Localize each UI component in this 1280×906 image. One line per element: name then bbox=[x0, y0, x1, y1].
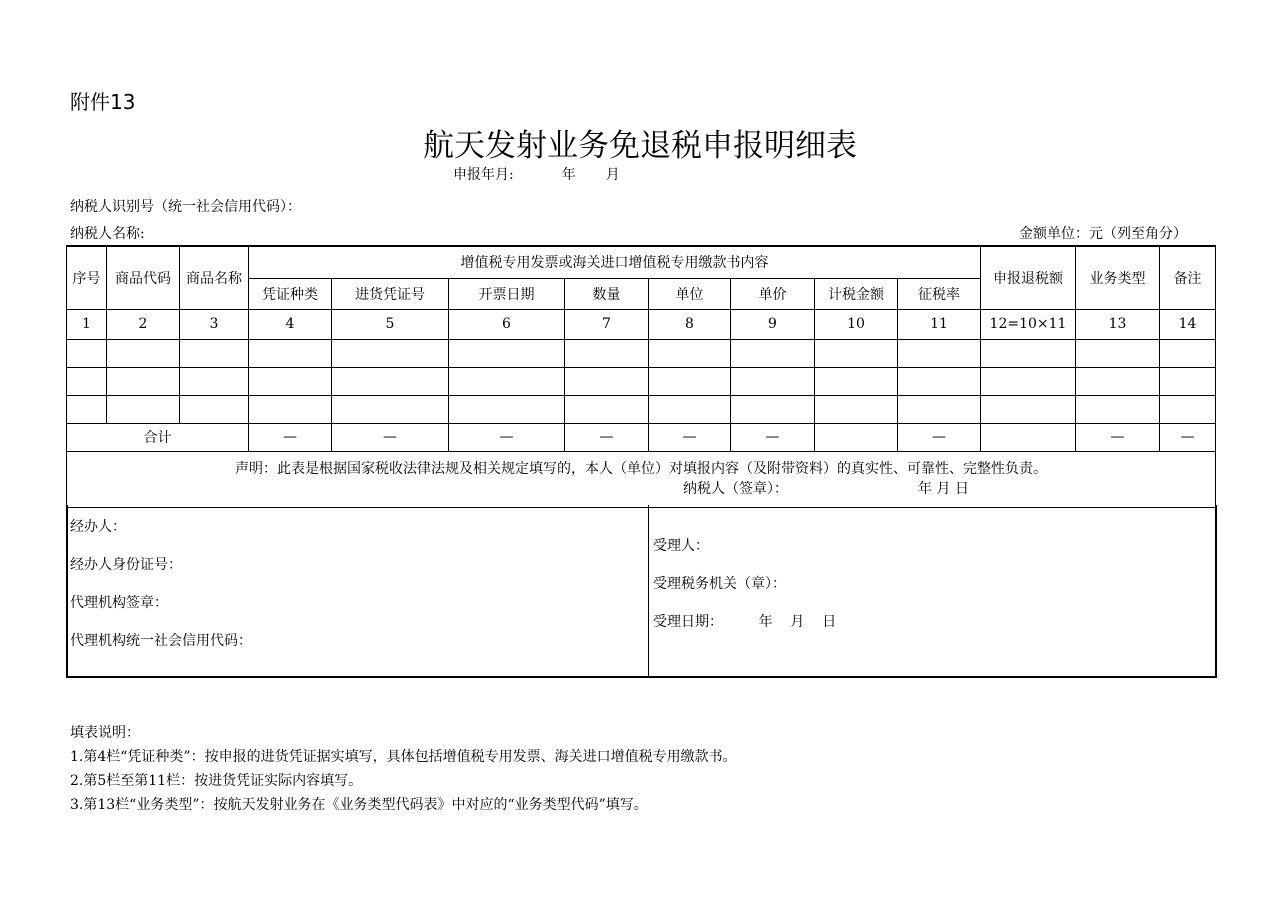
handler-label: 经办人： bbox=[70, 519, 126, 535]
header-invoice-group: 增值税专用发票或海关进口增值税专用缴款书内容 bbox=[249, 246, 981, 278]
period-month: 月 bbox=[605, 167, 620, 183]
signature-section bbox=[66, 505, 1217, 678]
handler-id-label: 经办人身份证号： bbox=[70, 557, 182, 573]
attachment-label: 附件13 bbox=[70, 90, 136, 114]
col-number: 3 bbox=[180, 309, 249, 339]
declaration-period bbox=[453, 164, 620, 184]
receiver-label: 受理人： bbox=[653, 538, 709, 554]
table-row bbox=[67, 395, 1216, 423]
header-unit: 单位 bbox=[649, 278, 731, 309]
header-quantity: 数量 bbox=[565, 278, 649, 309]
total-cell: — bbox=[565, 423, 649, 451]
detail-table bbox=[66, 245, 1216, 508]
col-number: 10 bbox=[815, 309, 898, 339]
agency-credit-code-label: 代理机构统一社会信用代码： bbox=[70, 633, 252, 649]
note-item: 2.第5栏至第11栏：按进货凭证实际内容填写。 bbox=[70, 773, 363, 789]
agency-seal-label: 代理机构签章： bbox=[70, 595, 168, 611]
header-invoice-date: 开票日期 bbox=[449, 278, 565, 309]
total-row bbox=[67, 423, 1216, 451]
section-divider bbox=[648, 505, 649, 677]
header-business-type: 业务类型 bbox=[1076, 246, 1160, 309]
period-label: 申报年月: bbox=[453, 167, 514, 183]
header-goods-code: 商品代码 bbox=[107, 246, 180, 309]
receive-date-label: 受理日期： 年 月 日 bbox=[653, 614, 837, 630]
header-goods-name: 商品名称 bbox=[180, 246, 249, 309]
header-voucher-no: 进货凭证号 bbox=[332, 278, 449, 309]
col-number: 2 bbox=[107, 309, 180, 339]
header-refund-amount: 申报退税额 bbox=[981, 246, 1076, 309]
page-title: 航天发射业务免退税申报明细表 bbox=[423, 128, 857, 164]
total-cell: — bbox=[898, 423, 981, 451]
total-cell: — bbox=[249, 423, 332, 451]
note-item: 3.第13栏“业务类型”：按航天发射业务在《业务类型代码表》中对应的“业务类型代码”填写。 bbox=[70, 797, 648, 813]
col-number: 9 bbox=[731, 309, 815, 339]
signer-label: 纳税人（签章）： bbox=[683, 481, 789, 497]
taxpayer-id-label: 纳税人识别号（统一社会信用代码）： bbox=[70, 199, 301, 215]
total-cell: — bbox=[1160, 423, 1216, 451]
header-remark: 备注 bbox=[1160, 246, 1216, 309]
col-number: 8 bbox=[649, 309, 731, 339]
col-number: 5 bbox=[332, 309, 449, 339]
total-cell: — bbox=[332, 423, 449, 451]
table-row bbox=[67, 339, 1216, 367]
total-cell bbox=[815, 423, 898, 451]
column-number-row bbox=[67, 309, 1216, 339]
total-cell: — bbox=[649, 423, 731, 451]
total-cell: — bbox=[731, 423, 815, 451]
col-number: 1 bbox=[67, 309, 107, 339]
col-number: 14 bbox=[1160, 309, 1216, 339]
table-row bbox=[67, 367, 1216, 395]
header-seq: 序号 bbox=[67, 246, 107, 309]
header-tax-rate: 征税率 bbox=[898, 278, 981, 309]
header-unit-price: 单价 bbox=[731, 278, 815, 309]
total-label: 合计 bbox=[67, 423, 249, 451]
amount-unit-note: 金额单位：元（列至角分） bbox=[1019, 226, 1187, 242]
notes-heading: 填表说明： bbox=[70, 725, 140, 741]
tax-authority-label: 受理税务机关（章）： bbox=[653, 576, 786, 592]
signer-date: 年 月 日 bbox=[918, 481, 969, 497]
taxpayer-name-label: 纳税人名称: bbox=[70, 226, 145, 242]
declaration-text: 声明：此表是根据国家税收法律法规及相关规定填写的，本人（单位）对填报内容（及附带资料）的真实性、可靠性、完整性负责。 bbox=[235, 461, 1047, 477]
header-voucher-type: 凭证种类 bbox=[249, 278, 332, 309]
total-cell: — bbox=[449, 423, 565, 451]
col-number: 4 bbox=[249, 309, 332, 339]
total-cell bbox=[981, 423, 1076, 451]
col-number: 7 bbox=[565, 309, 649, 339]
note-item: 1.第4栏“凭证种类”：按申报的进货凭证据实填写，具体包括增值税专用发票、海关进口增值税专用缴款书。 bbox=[70, 749, 737, 765]
col-number: 12=10×11 bbox=[981, 309, 1076, 339]
col-number: 13 bbox=[1076, 309, 1160, 339]
col-number: 6 bbox=[449, 309, 565, 339]
total-cell: — bbox=[1076, 423, 1160, 451]
header-taxable-amount: 计税金额 bbox=[815, 278, 898, 309]
period-year: 年 bbox=[561, 167, 576, 183]
declaration-block bbox=[67, 451, 1216, 507]
col-number: 11 bbox=[898, 309, 981, 339]
